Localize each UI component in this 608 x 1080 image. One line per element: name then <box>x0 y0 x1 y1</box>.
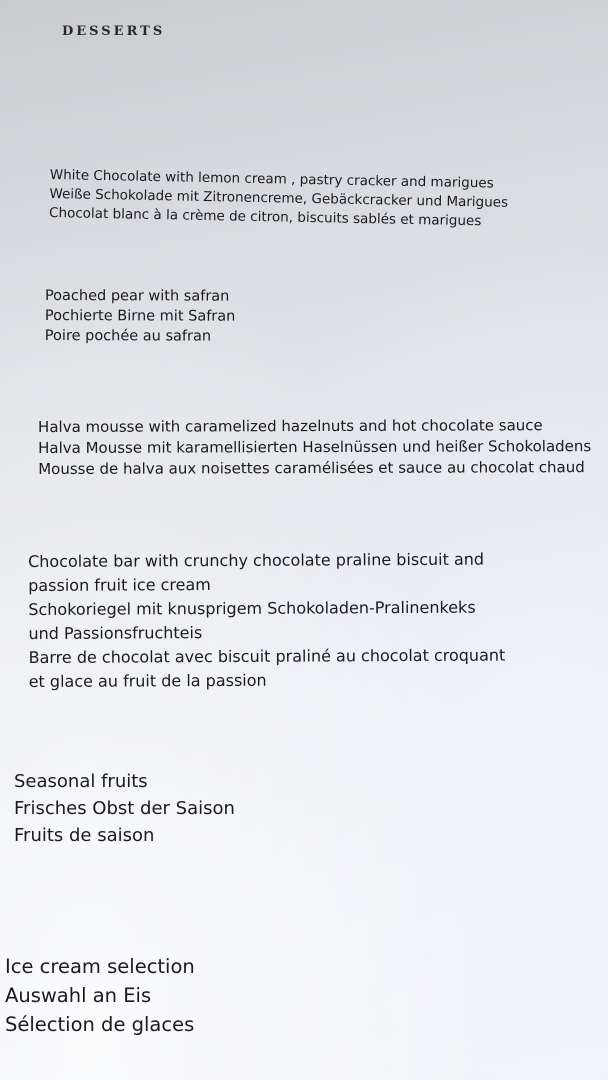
dish-ice-cream-selection <box>5 952 195 1039</box>
dish-line-fr-1: Barre de chocolat avec biscuit praliné au chocolat croquant <box>28 645 506 667</box>
dish-line-de: Halva Mousse mit karamellisierten Haselnüssen und heißer Schokoladens <box>38 437 592 457</box>
dish-line-fr: Sélection de glaces <box>5 1013 195 1036</box>
dish-line-en: Ice cream selection <box>5 955 195 978</box>
dish-line-fr: Mousse de halva aux noisettes caramélisées et sauce au chocolat chaud <box>38 458 585 478</box>
dish-poached-pear <box>45 286 236 347</box>
dish-line-fr: Chocolat blanc à la crème de citron, biscuits sablés et marigues <box>48 204 482 230</box>
dish-line-de: Pochierte Birne mit Safran <box>44 307 236 325</box>
dish-line-en: Halva mousse with caramelized hazelnuts and hot chocolate sauce <box>38 416 543 436</box>
menu-heading: DESSERTS <box>62 24 166 39</box>
dish-line-de: Auswahl an Eis <box>5 984 152 1007</box>
dish-line-en-2: passion fruit ice cream <box>28 575 211 595</box>
dish-line-en: Seasonal fruits <box>14 771 148 792</box>
dish-line-de: Weiße Schokolade mit Zitronencreme, Gebäckcracker und Marigues <box>49 185 509 211</box>
dish-seasonal-fruits <box>14 768 235 849</box>
dish-line-fr: Fruits de saison <box>14 825 155 846</box>
dish-white-chocolate <box>49 166 509 232</box>
dish-line-de: Frisches Obst der Saison <box>14 798 235 819</box>
dish-line-fr: Poire pochée au safran <box>44 327 212 345</box>
dish-line-en: Poached pear with safran <box>44 288 230 305</box>
dish-line-fr-2: et glace au fruit de la passion <box>28 670 267 691</box>
dish-line-de-1: Schokoriegel mit knusprigem Schokoladen-Pralinenkeks <box>28 597 476 619</box>
dish-chocolate-bar <box>28 548 505 694</box>
dish-line-en-1: Chocolate bar with crunchy chocolate praline biscuit and <box>28 549 485 571</box>
dish-line-de-2: und Passionsfruchteis <box>28 623 203 643</box>
dish-line-en: White Chocolate with lemon cream , pastry cracker and marigues <box>49 166 494 192</box>
dish-halva-mousse <box>38 415 591 480</box>
